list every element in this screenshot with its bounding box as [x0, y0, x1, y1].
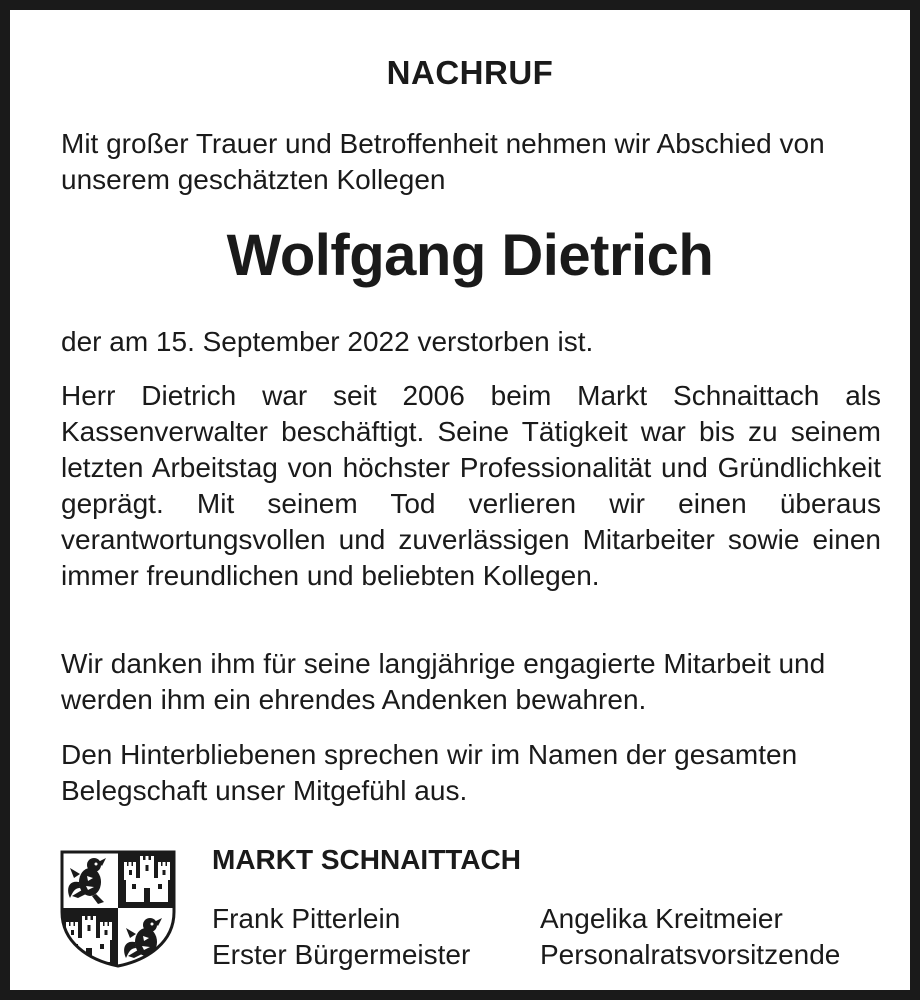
thanks-text: Wir danken ihm für seine langjährige engagierte Mitarbeit und werden ihm ein ehrendes Andenken bewahren.	[61, 648, 826, 715]
deceased-name: Wolfgang Dietrich	[226, 223, 714, 288]
signatory-2	[540, 901, 840, 973]
death-date-text: der am 15. September 2022 verstorben ist.	[61, 326, 594, 357]
coat-of-arms-icon	[60, 850, 176, 968]
signatory-1-role: Erster Bürgermeister	[212, 939, 471, 970]
signatory-1	[212, 901, 470, 973]
biography-text: Herr Dietrich war seit 2006 beim Markt Schnaittach als Kassenverwalter beschäftigt. Seine Tätigkeit war bis zu seinem letzten Arbeitstag von höchster Professionalität und Gründlichkeit geprägt. Mit seinem Tod verlieren wir einen überaus verantwortungsvollen und zuverlässigen Mitarbeiter sowie einen immer freundlichen und beliebten Kollegen.	[61, 380, 881, 591]
organization-name: MARKT SCHNAITTACH	[212, 844, 521, 875]
obituary-heading: NACHRUF	[386, 54, 554, 91]
signatory-1-name: Frank Pitterlein	[212, 903, 401, 934]
signatory-2-role: Personalratsvorsitzende	[540, 939, 841, 970]
condolence-text: Den Hinterbliebenen sprechen wir im Namen der gesamten Belegschaft unser Mitgefühl aus.	[61, 739, 798, 806]
signatory-2-name: Angelika Kreitmeier	[540, 903, 783, 934]
intro-text: Mit großer Trauer und Betroffenheit nehmen wir Abschied von unserem geschätzten Kollegen	[61, 128, 825, 195]
